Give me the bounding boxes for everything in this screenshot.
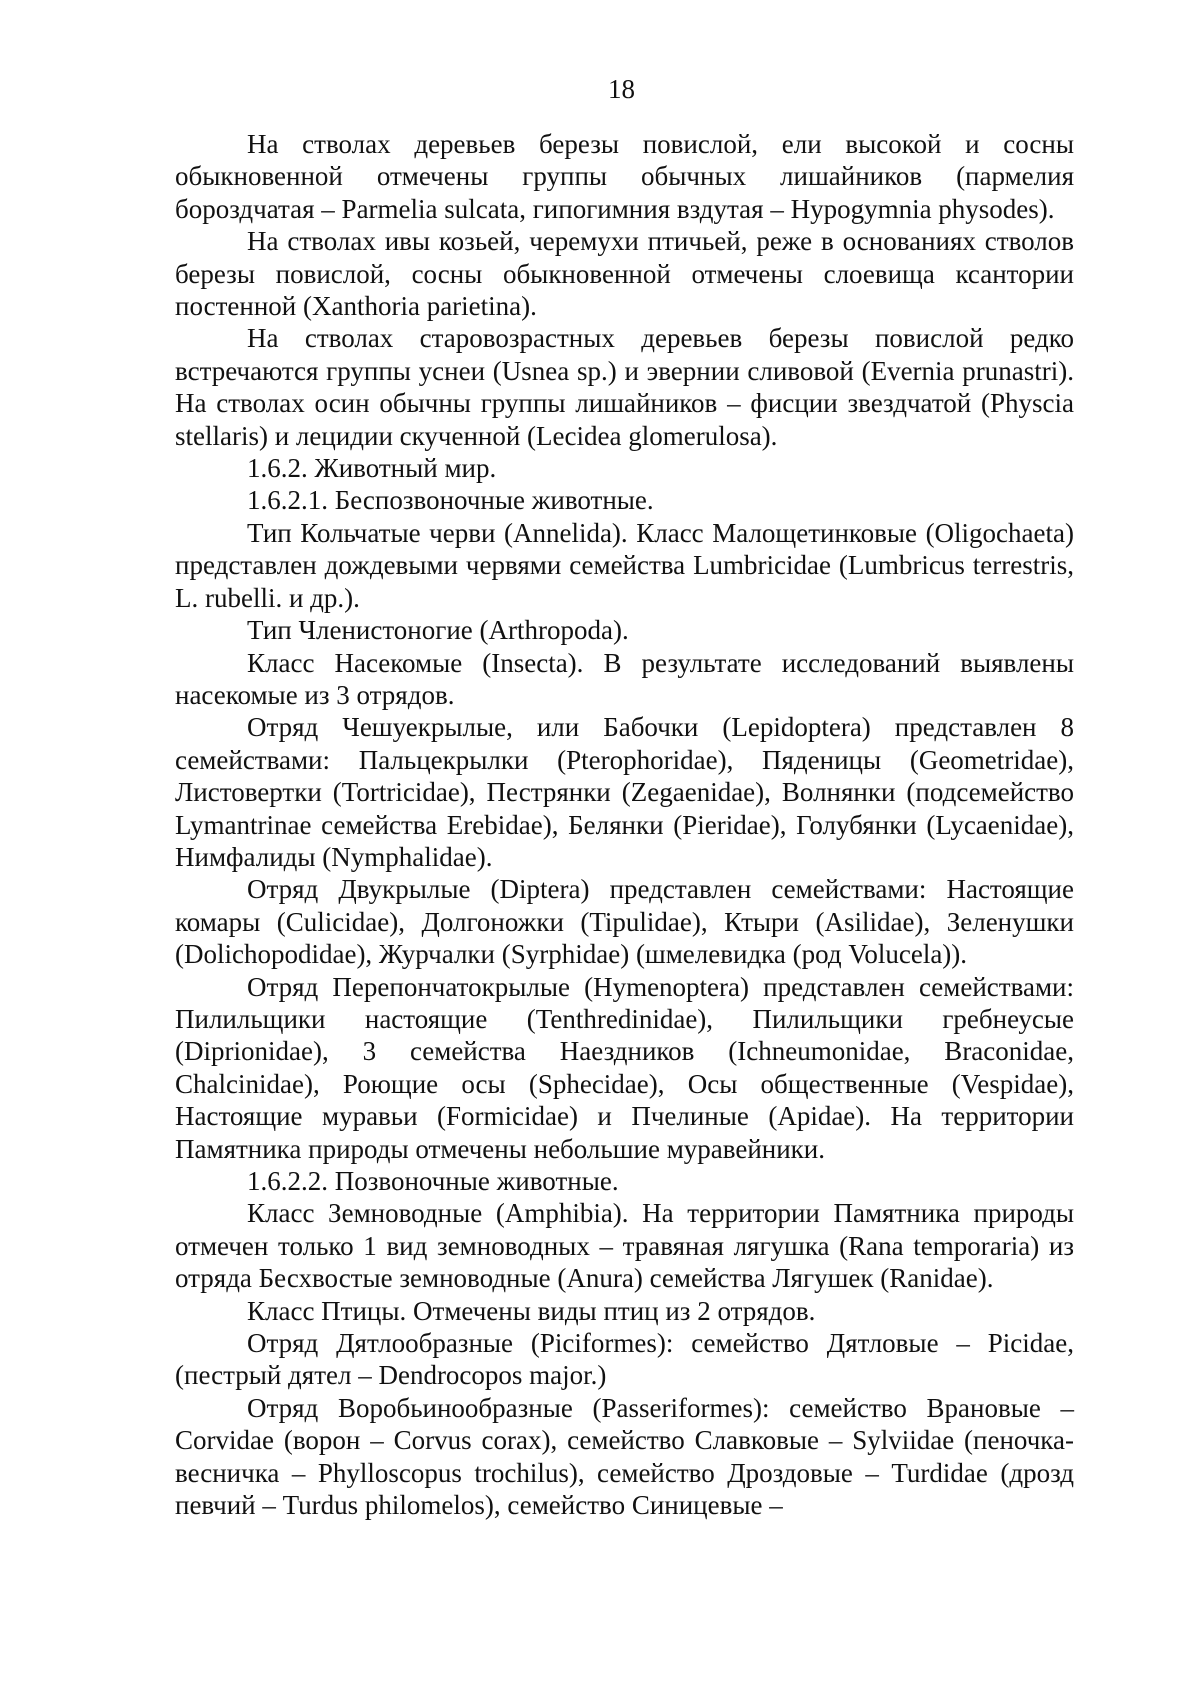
paragraph-lichens-birch: На стволах деревьев березы повислой, ели высокой и сосны обыкновенной отмечены группы обычных лишайников (пармелия бороздчатая – Parmelia sulcata, гипогимния вздутая – Hypogymnia physodes). (175, 129, 1074, 224)
paragraph-arthropoda: Тип Членистоногие (Arthropoda). (247, 615, 629, 646)
paragraph-annelida: Тип Кольчатые черви (Annelida). Класс Малощетинковые (Oligochaeta) представлен дождевыми червями семейства Lumbricidae (Lumbricus terrestris, L. rubelli. и др.). (175, 517, 1074, 613)
section-heading-fauna: 1.6.2. Животный мир. (247, 453, 497, 484)
section-heading-invertebrates: 1.6.2.1. Беспозвоночные животные. (247, 485, 654, 516)
paragraph-piciformes: Отряд Дятлообразные (Piciformes): семейство Дятловые – Picidae, (пестрый дятел – Dendrocopos major.) (175, 1328, 1074, 1391)
paragraph-birds: Класс Птицы. Отмечены виды птиц из 2 отрядов. (247, 1295, 816, 1326)
section-heading-vertebrates: 1.6.2.2. Позвоночные животные. (247, 1166, 619, 1196)
paragraph-amphibia: Класс Земноводные (Amphibia). На территории Памятника природы отмечен только 1 вид земноводных – травяная лягушка (Rana temporaria) из отряда Бесхвостые земноводные (Anura) семейства Лягушек (Ranidae). (175, 1198, 1074, 1294)
paragraph-lepidoptera: Отряд Чешуекрылые, или Бабочки (Lepidoptera) представлен 8 семействами: Пальцекрылки (Pterophoridae), Пяденицы (Geometridae), Листовертки (Tortricidae), Пестрянки (Zegaenidae), Волнянки (подсемейство Lymantrinae семейства Erebidae), Белянки (Pieridae), Голубянки (Lycaenidae), Нимфалиды (Nymphalidae). (175, 712, 1074, 872)
paragraph-xanthoria: На стволах ивы козьей, черемухи птичьей, реже в основаниях стволов березы повислой, сосны обыкновенной отмечены слоевища ксантории постенной (Xanthoria parietina). (175, 226, 1074, 322)
paragraph-passeriformes: Отряд Воробьинообразные (Passeriformes): семейство Врановые – Corvidae (ворон – Corvus corax), семейство Славковые – Sylviidae (пеночка-весничка – Phylloscopus trochilus), семейство Дроздовые – Turdidae (дрозд певчий – Turdus philomelos), семейство Синицевые – (175, 1392, 1074, 1521)
paragraph-insecta: Класс Насекомые (Insecta). В результате исследований выявлены насекомые из 3 отрядов. (175, 647, 1074, 710)
page-number: 18 (608, 74, 635, 104)
paragraph-hymenoptera: Отряд Перепончатокрылые (Hymenoptera) представлен семействами: Пилильщики настоящие (Tenthredinidae), Пилильщики гребнеусые (Diprionidae), 3 семейства Наездников (Ichneumonidae, Braconidae, Chalcinidae), Роющие осы (Sphecidae), Осы общественные (Vespidae), Настоящие муравьи (Formicidae) и Пчелиные (Apidae). На территории Памятника природы отмечены небольшие муравейники. (175, 971, 1074, 1164)
paragraph-diptera: Отряд Двукрылые (Diptera) представлен семействами: Настоящие комары (Culicidae), Долгоножки (Tipulidae), Ктыри (Asilidae), Зеленушки (Dolichopodidae), Журчалки (Syrphidae) (шмелевидка (род Volucela)). (175, 874, 1074, 970)
paragraph-old-trees-lichens: На стволах старовозрастных деревьев березы повислой редко встречаются группы уснеи (Usnea sp.) и эвернии сливовой (Evernia prunastri). На стволах осин обычны группы лишайников – фисции звездчатой (Physcia stellaris) и лецидии скученной (Lecidea glomerulosa). (175, 323, 1074, 451)
body-text (175, 128, 1074, 1521)
